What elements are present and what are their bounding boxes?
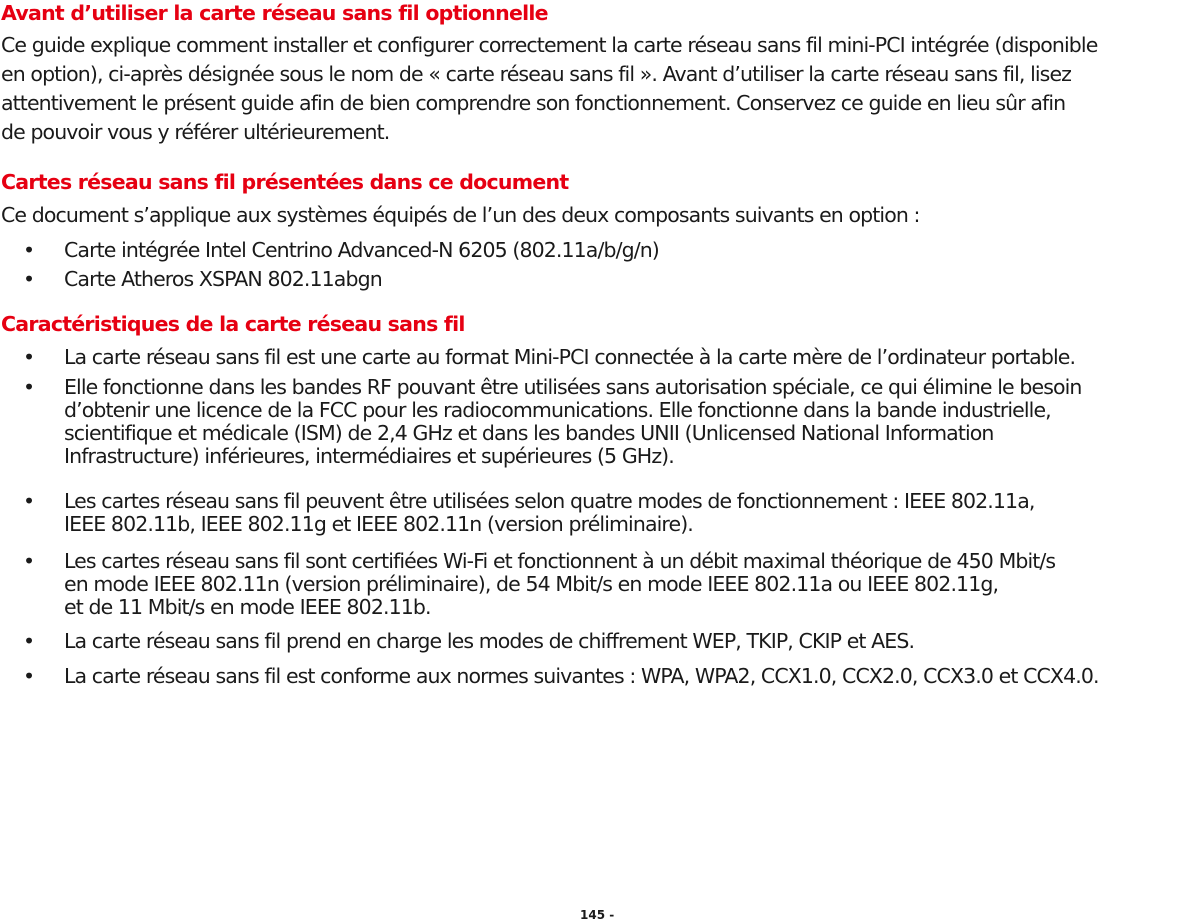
list-item-text: Les cartes réseau sans fil peuvent être utilisées selon quatre modes de fonctionnement : IEEE 802.11a, <box>64 489 1035 513</box>
list-item-text: IEEE 802.11b, IEEE 802.11g et IEEE 802.11n (version préliminaire). <box>64 512 693 536</box>
intro-line: Ce guide explique comment installer et configurer correctement la carte réseau sans fil mini-PCI intégrée (disponible <box>1 33 1098 57</box>
bullet-icon: • <box>23 664 35 688</box>
list-item-text: en mode IEEE 802.11n (version préliminaire), de 54 Mbit/s en mode IEEE 802.11a ou IEEE 802.11g, <box>64 572 999 596</box>
list-item-text: et de 11 Mbit/s en mode IEEE 802.11b. <box>64 595 431 619</box>
section-heading-cards: Cartes réseau sans fil présentées dans ce document <box>1 170 569 194</box>
list-item-text: d’obtenir une licence de la FCC pour les radiocommunications. Elle fonctionne dans la bande industrielle, <box>64 398 1051 422</box>
list-item-text: La carte réseau sans fil est conforme aux normes suivantes : WPA, WPA2, CCX1.0, CCX2.0, CCX3.0 et CCX4.0. <box>64 664 1099 688</box>
list-item-text: La carte réseau sans fil est une carte au format Mini-PCI connectée à la carte mère de l’ordinateur portable. <box>64 345 1076 369</box>
bullet-icon: • <box>23 267 35 291</box>
bullet-icon: • <box>23 489 35 513</box>
list-item-text: Carte intégrée Intel Centrino Advanced-N 6205 (802.11a/b/g/n) <box>64 238 659 262</box>
bullet-icon: • <box>23 629 35 653</box>
intro-line: attentivement le présent guide afin de bien comprendre son fonctionnement. Conservez ce guide en lieu sûr afin <box>1 91 1066 115</box>
intro-paragraph <box>1 31 1190 147</box>
bullet-icon: • <box>23 549 35 573</box>
list-item-text: Infrastructure) inférieures, intermédiaires et supérieures (5 GHz). <box>64 444 674 468</box>
list-item-text: Carte Atheros XSPAN 802.11abgn <box>64 267 382 291</box>
list-item-text: La carte réseau sans fil prend en charge les modes de chiffrement WEP, TKIP, CKIP et AES. <box>64 629 915 653</box>
section-heading-features: Caractéristiques de la carte réseau sans fil <box>1 312 465 336</box>
list-item-text: Elle fonctionne dans les bandes RF pouvant être utilisées sans autorisation spéciale, ce qui élimine le besoin <box>64 375 1082 399</box>
bullet-icon: • <box>23 238 35 262</box>
cards-intro-paragraph <box>1 201 1190 230</box>
bullet-icon: • <box>23 345 35 369</box>
bullet-icon: • <box>23 375 35 399</box>
intro-line: en option), ci-après désignée sous le nom de « carte réseau sans fil ». Avant d’utiliser la carte réseau sans fil, lisez <box>1 62 1072 86</box>
section-heading-intro: Avant d’utiliser la carte réseau sans fil optionnelle <box>1 1 548 25</box>
cards-intro-line: Ce document s’applique aux systèmes équipés de l’un des deux composants suivants en option : <box>1 203 920 227</box>
list-item-text: scientifique et médicale (ISM) de 2,4 GHz et dans les bandes UNII (Unlicensed National Information <box>64 421 994 445</box>
page-number: 145 - <box>580 908 615 922</box>
list-item-text: Les cartes réseau sans fil sont certifiées Wi-Fi et fonctionnent à un débit maximal théorique de 450 Mbit/s <box>64 549 1056 573</box>
intro-line: de pouvoir vous y référer ultérieurement. <box>1 120 390 144</box>
